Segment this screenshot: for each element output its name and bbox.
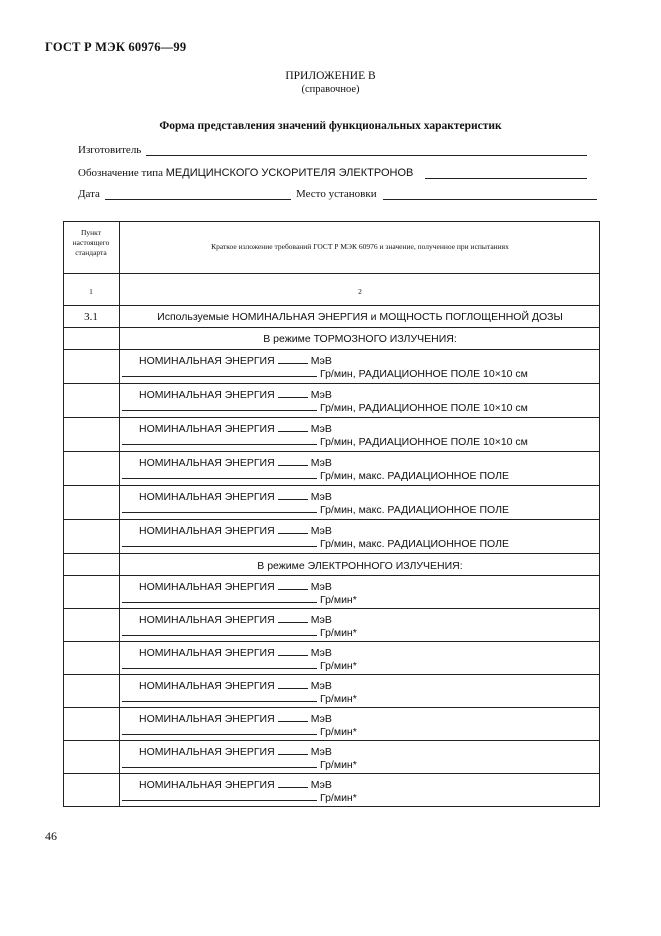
energy-unit: МэВ	[310, 713, 332, 725]
row-divider	[63, 674, 600, 675]
dose-suffix: Гр/мин*	[320, 660, 357, 672]
energy-line	[139, 712, 332, 725]
energy-line	[139, 646, 332, 659]
energy-value-field[interactable]	[278, 456, 308, 466]
dose-suffix: Гр/мин, макс. РАДИАЦИОННОЕ ПОЛЕ	[320, 538, 509, 550]
row-divider	[63, 327, 600, 328]
row-divider	[63, 608, 600, 609]
standard-header: ГОСТ Р МЭК 60976—99	[45, 40, 187, 54]
appendix-title: ПРИЛОЖЕНИЕ В	[285, 70, 376, 82]
dose-line	[122, 469, 509, 482]
dose-value-field[interactable]	[122, 503, 317, 513]
brems-energy-row	[120, 422, 600, 452]
brems-energy-row	[120, 354, 600, 384]
dose-value-field[interactable]	[122, 791, 317, 801]
electron-energy-row	[120, 646, 600, 675]
energy-label: НОМИНАЛЬНАЯ ЭНЕРГИЯ	[139, 647, 275, 659]
energy-value-field[interactable]	[278, 354, 308, 364]
energy-unit: МэВ	[310, 614, 332, 626]
electron-heading	[120, 560, 600, 572]
energy-line	[139, 745, 332, 758]
energy-value-field[interactable]	[278, 422, 308, 432]
dose-line	[122, 725, 357, 738]
row-divider	[63, 553, 600, 554]
dose-line	[122, 593, 357, 606]
page-number: 46	[45, 829, 57, 843]
row-divider	[63, 273, 600, 274]
energy-unit: МэВ	[310, 647, 332, 659]
date-label: Дата	[78, 188, 100, 200]
dose-suffix: Гр/мин, макс. РАДИАЦИОННОЕ ПОЛЕ	[320, 470, 509, 482]
manufacturer-field[interactable]	[146, 155, 587, 156]
dose-suffix: Гр/мин, РАДИАЦИОННОЕ ПОЛЕ 10×10 см	[320, 402, 528, 414]
dose-value-field[interactable]	[122, 469, 317, 479]
dose-line	[122, 367, 528, 380]
dose-line	[122, 401, 528, 414]
energy-unit: МэВ	[310, 457, 332, 469]
dose-suffix: Гр/мин*	[320, 693, 357, 705]
energy-label: НОМИНАЛЬНАЯ ЭНЕРГИЯ	[139, 614, 275, 626]
dose-value-field[interactable]	[122, 758, 317, 768]
energy-label: НОМИНАЛЬНАЯ ЭНЕРГИЯ	[139, 423, 275, 435]
type-field[interactable]	[425, 178, 587, 179]
manufacturer-label: Изготовитель	[78, 144, 142, 156]
energy-line	[139, 524, 332, 537]
col1-header: Пункт настоящего стандарта	[72, 228, 110, 257]
dose-value-field[interactable]	[122, 725, 317, 735]
electron-energy-row	[120, 712, 600, 741]
dose-line	[122, 537, 509, 550]
electron-energy-row	[120, 613, 600, 642]
row-divider	[63, 349, 600, 350]
dose-value-field[interactable]	[122, 659, 317, 669]
energy-unit: МэВ	[310, 680, 332, 692]
energy-value-field[interactable]	[278, 580, 308, 590]
energy-label: НОМИНАЛЬНАЯ ЭНЕРГИЯ	[139, 713, 275, 725]
energy-label: НОМИНАЛЬНАЯ ЭНЕРГИЯ	[139, 525, 275, 537]
energy-label: НОМИНАЛЬНАЯ ЭНЕРГИЯ	[139, 746, 275, 758]
electron-energy-row	[120, 580, 600, 609]
energy-line	[139, 388, 332, 401]
dose-suffix: Гр/мин*	[320, 726, 357, 738]
appendix-subtitle: (справочное)	[301, 84, 360, 95]
brems-energy-row	[120, 490, 600, 520]
dose-value-field[interactable]	[122, 692, 317, 702]
energy-label: НОМИНАЛЬНАЯ ЭНЕРГИЯ	[139, 581, 275, 593]
dose-suffix: Гр/мин*	[320, 792, 357, 804]
dose-line	[122, 626, 357, 639]
electron-energy-row	[120, 778, 600, 807]
dose-suffix: Гр/мин*	[320, 759, 357, 771]
energy-unit: МэВ	[310, 389, 332, 401]
energy-line	[139, 490, 332, 503]
dose-value-field[interactable]	[122, 435, 317, 445]
energy-label: НОМИНАЛЬНАЯ ЭНЕРГИЯ	[139, 389, 275, 401]
dose-line	[122, 758, 357, 771]
energy-line	[139, 778, 332, 791]
clause-text-content: Используемые НОМИНАЛЬНАЯ ЭНЕРГИЯ и МОЩНОСТЬ ПОГЛОЩЕННОЙ ДОЗЫ	[157, 311, 563, 323]
energy-line	[139, 580, 332, 593]
dose-value-field[interactable]	[122, 401, 317, 411]
energy-value-field[interactable]	[278, 646, 308, 656]
clause-number: 3.1	[84, 311, 98, 323]
energy-value-field[interactable]	[278, 490, 308, 500]
brems-heading-text: В режиме ТОРМОЗНОГО ИЗЛУЧЕНИЯ:	[263, 333, 457, 345]
energy-unit: МэВ	[310, 746, 332, 758]
brems-energy-row	[120, 388, 600, 418]
energy-unit: МэВ	[310, 525, 332, 537]
row-divider	[63, 417, 600, 418]
dose-value-field[interactable]	[122, 537, 317, 547]
energy-label: НОМИНАЛЬНАЯ ЭНЕРГИЯ	[139, 779, 275, 791]
row-divider	[63, 575, 600, 576]
energy-label: НОМИНАЛЬНАЯ ЭНЕРГИЯ	[139, 457, 275, 469]
energy-value-field[interactable]	[278, 745, 308, 755]
energy-unit: МэВ	[310, 491, 332, 503]
brems-heading	[120, 333, 600, 345]
row-divider	[63, 740, 600, 741]
row-divider	[63, 305, 600, 306]
dose-suffix: Гр/мин, макс. РАДИАЦИОННОЕ ПОЛЕ	[320, 504, 509, 516]
dose-value-field[interactable]	[122, 593, 317, 603]
energy-label: НОМИНАЛЬНАЯ ЭНЕРГИЯ	[139, 491, 275, 503]
type-label-text: Обозначение типа	[78, 167, 163, 179]
row-divider	[63, 383, 600, 384]
row-divider	[63, 707, 600, 708]
energy-value-field[interactable]	[278, 679, 308, 689]
energy-line	[139, 422, 332, 435]
form-title: Форма представления значений функциональных характеристик	[159, 120, 502, 132]
type-value: МЕДИЦИНСКОГО УСКОРИТЕЛЯ ЭЛЕКТРОНОВ	[165, 167, 414, 179]
energy-unit: МэВ	[310, 423, 332, 435]
row-divider	[63, 451, 600, 452]
dose-value-field[interactable]	[122, 367, 317, 377]
energy-line	[139, 456, 332, 469]
energy-value-field[interactable]	[278, 712, 308, 722]
energy-value-field[interactable]	[278, 613, 308, 623]
energy-unit: МэВ	[310, 581, 332, 593]
energy-line	[139, 354, 332, 367]
brems-energy-row	[120, 456, 600, 486]
energy-unit: МэВ	[310, 779, 332, 791]
electron-energy-row	[120, 679, 600, 708]
dose-line	[122, 659, 357, 672]
row-divider	[63, 641, 600, 642]
dose-line	[122, 692, 357, 705]
electron-energy-row	[120, 745, 600, 774]
brems-energy-row	[120, 524, 600, 554]
dose-suffix: Гр/мин*	[320, 594, 357, 606]
dose-line	[122, 503, 509, 516]
dose-line	[122, 435, 528, 448]
col1-number: 1	[89, 287, 93, 296]
type-label	[78, 167, 413, 179]
energy-label: НОМИНАЛЬНАЯ ЭНЕРГИЯ	[139, 680, 275, 692]
energy-line	[139, 613, 332, 626]
energy-value-field[interactable]	[278, 778, 308, 788]
electron-heading-text: В режиме ЭЛЕКТРОННОГО ИЗЛУЧЕНИЯ:	[257, 560, 463, 572]
dose-suffix: Гр/мин, РАДИАЦИОННОЕ ПОЛЕ 10×10 см	[320, 368, 528, 380]
place-field[interactable]	[383, 199, 597, 200]
place-label: Место установки	[296, 188, 377, 200]
clause-text	[120, 311, 600, 323]
col2-number: 2	[358, 287, 362, 296]
energy-line	[139, 679, 332, 692]
dose-line	[122, 791, 357, 804]
row-divider	[63, 519, 600, 520]
row-divider	[63, 485, 600, 486]
dose-suffix: Гр/мин, РАДИАЦИОННОЕ ПОЛЕ 10×10 см	[320, 436, 528, 448]
energy-value-field[interactable]	[278, 524, 308, 534]
date-field[interactable]	[105, 199, 291, 200]
col2-header: Краткое изложение требований ГОСТ Р МЭК 60976 и значение, полученное при испытаниях	[211, 242, 509, 251]
dose-value-field[interactable]	[122, 626, 317, 636]
energy-label: НОМИНАЛЬНАЯ ЭНЕРГИЯ	[139, 355, 275, 367]
energy-value-field[interactable]	[278, 388, 308, 398]
dose-suffix: Гр/мин*	[320, 627, 357, 639]
energy-unit: МэВ	[310, 355, 332, 367]
row-divider	[63, 773, 600, 774]
